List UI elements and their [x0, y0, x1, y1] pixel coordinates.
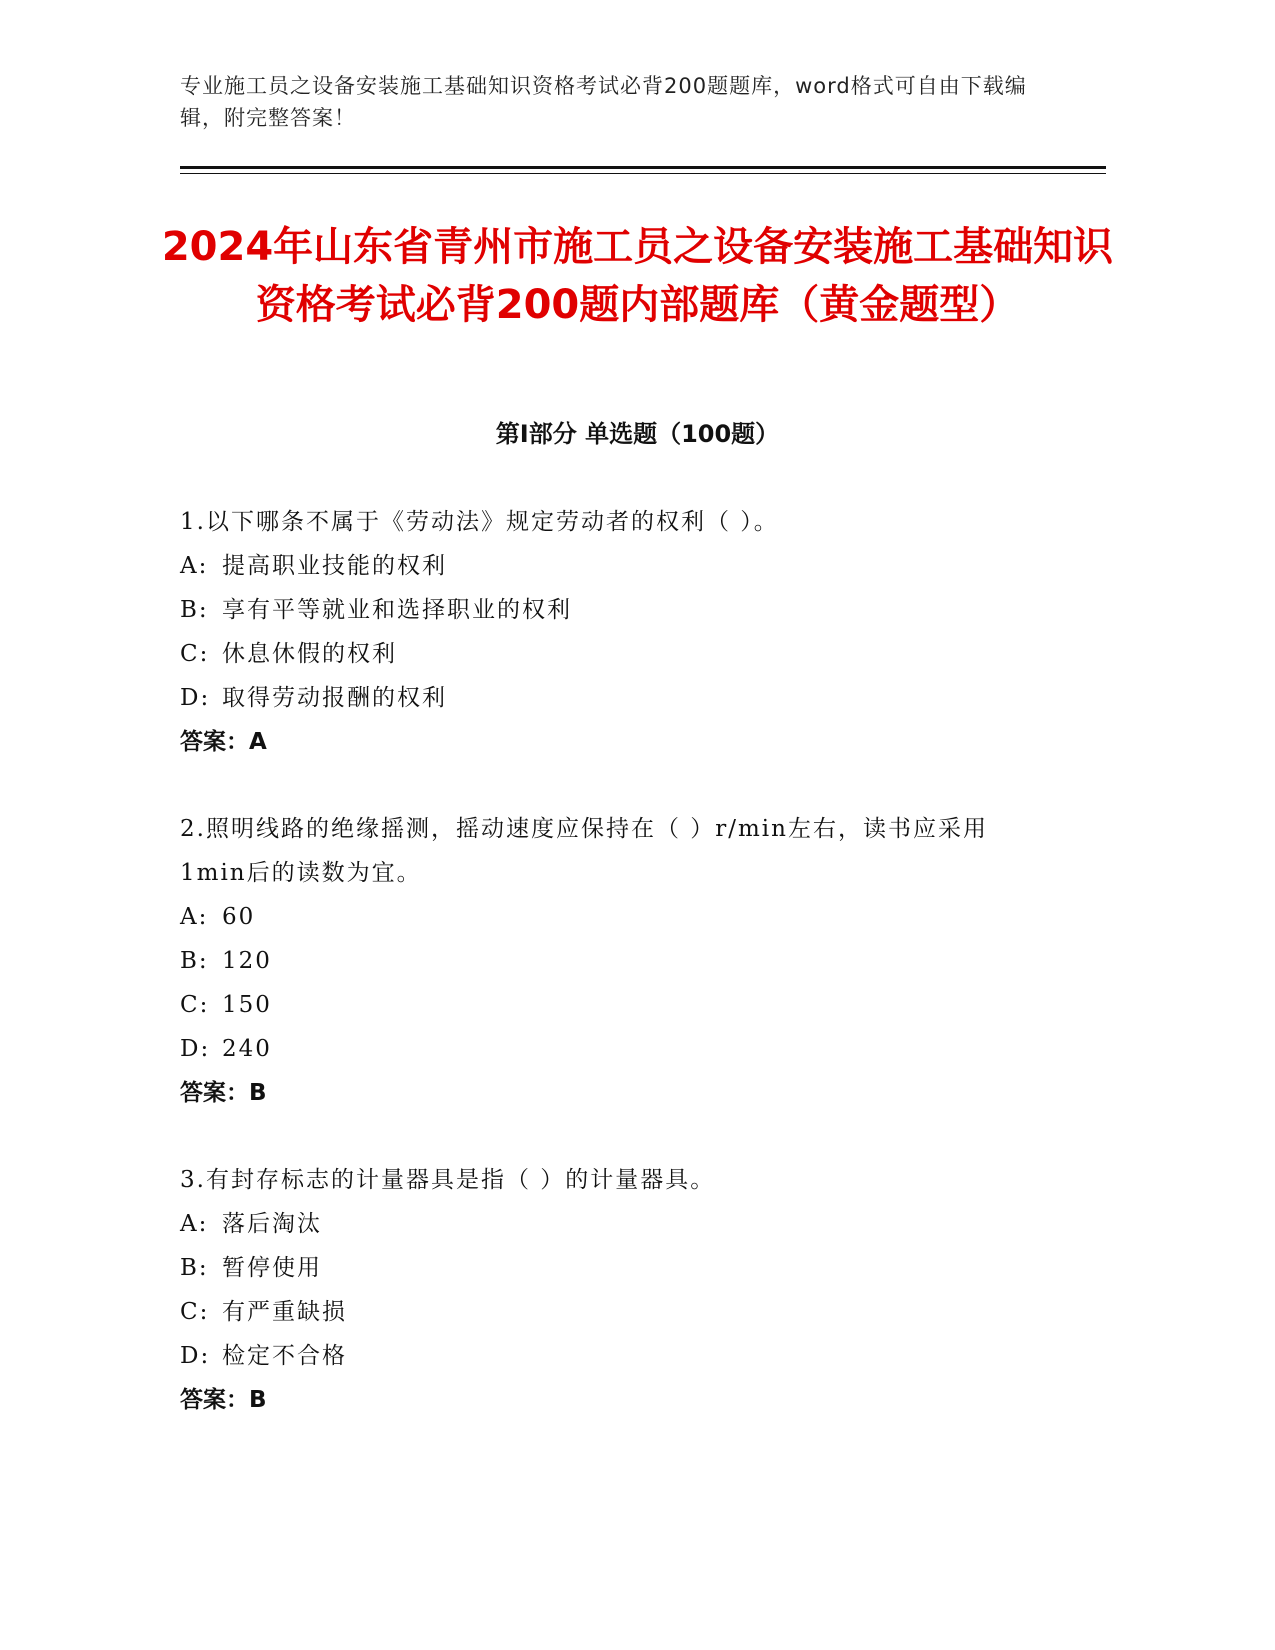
option-text: 落后淘汰	[222, 1211, 322, 1237]
option-a	[180, 544, 1040, 588]
option-text: 检定不合格	[222, 1343, 347, 1369]
option-c	[180, 632, 1040, 676]
question-list	[180, 500, 1040, 1465]
option-label: B:	[180, 1255, 209, 1281]
question-3	[180, 1158, 1040, 1422]
header-rule-thick	[180, 166, 1106, 169]
option-c	[180, 1290, 1040, 1334]
option-b	[180, 588, 1040, 632]
header-rule-thin	[180, 173, 1106, 174]
option-a	[180, 1202, 1040, 1246]
answer: 答案：B	[180, 1080, 267, 1106]
option-text: 享有平等就业和选择职业的权利	[222, 597, 572, 623]
answer: 答案：B	[180, 1387, 267, 1413]
option-text: 提高职业技能的权利	[222, 553, 447, 579]
option-text: 60	[222, 904, 256, 930]
option-label: C:	[180, 1299, 210, 1325]
option-label: D:	[180, 685, 211, 711]
option-label: C:	[180, 992, 210, 1018]
option-text: 150	[222, 992, 272, 1018]
option-label: D:	[180, 1343, 211, 1369]
option-b	[180, 939, 1040, 983]
option-text: 暂停使用	[222, 1255, 322, 1281]
option-b	[180, 1246, 1040, 1290]
option-label: A:	[180, 553, 209, 579]
option-text: 120	[222, 948, 272, 974]
question-text: 1.以下哪条不属于《劳动法》规定劳动者的权利（ ）。	[180, 509, 779, 535]
question-1	[180, 500, 1040, 764]
option-label: A:	[180, 1211, 209, 1237]
option-label: A:	[180, 904, 209, 930]
option-d	[180, 676, 1040, 720]
document-title: 2024年山东省青州市施工员之设备安装施工基础知识资格考试必背200题内部题库（黄金题型）	[161, 224, 1114, 328]
question-text: 3.有封存标志的计量器具是指（ ）的计量器具。	[180, 1167, 716, 1193]
option-a	[180, 895, 1040, 939]
option-label: D:	[180, 1036, 211, 1062]
answer: 答案：A	[180, 729, 267, 755]
option-text: 休息休假的权利	[222, 641, 397, 667]
option-text: 有严重缺损	[222, 1299, 347, 1325]
option-d	[180, 1334, 1040, 1378]
option-label: B:	[180, 597, 209, 623]
option-text: 取得劳动报酬的权利	[222, 685, 447, 711]
option-label: C:	[180, 641, 210, 667]
option-text: 240	[222, 1036, 272, 1062]
option-label: B:	[180, 948, 209, 974]
header-note: 专业施工员之设备安装施工基础知识资格考试必背200题题库，word格式可自由下载编辑，附完整答案！	[180, 74, 1027, 130]
question-text: 2.照明线路的绝缘摇测，摇动速度应保持在（ ）r/min左右，读书应采用1min后的读数为宜。	[180, 816, 988, 886]
option-c	[180, 983, 1040, 1027]
question-2	[180, 807, 1040, 1115]
section-title: 第Ⅰ部分 单选题（100题）	[495, 420, 780, 448]
option-d	[180, 1027, 1040, 1071]
